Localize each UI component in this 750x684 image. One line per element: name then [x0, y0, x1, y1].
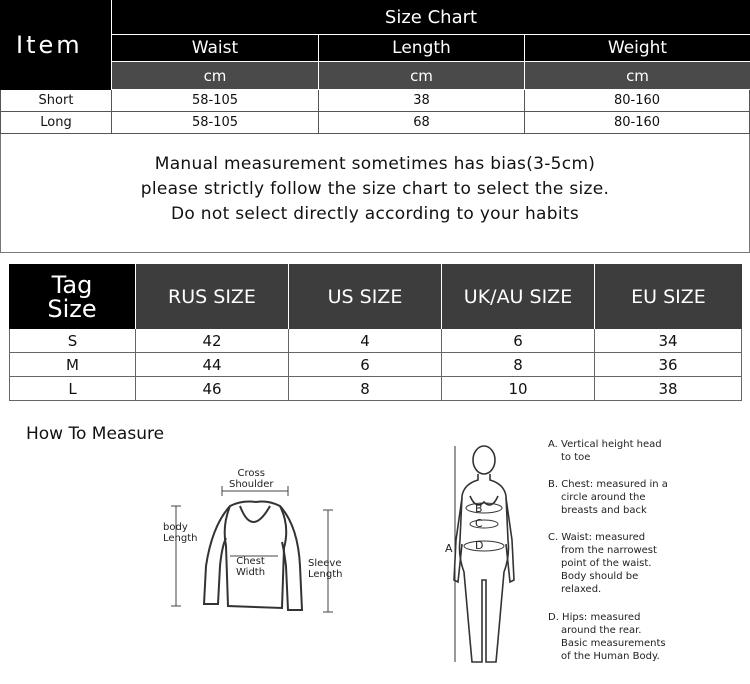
divider: [0, 252, 750, 253]
measure-legend-a: [548, 438, 662, 464]
legend-line: point of the waist.: [561, 558, 652, 569]
shirt-outline: [225, 502, 287, 609]
length-header: Length: [319, 35, 524, 61]
table-cell: 46: [136, 377, 289, 401]
table-cell: 38: [319, 90, 525, 112]
measure-legend-b: [548, 478, 668, 517]
table-cell: 80-160: [525, 112, 750, 134]
table-cell: 6: [289, 353, 442, 377]
legend-line: C. Waist: measured: [548, 532, 646, 543]
legend-line: relaxed.: [561, 584, 602, 595]
head: [473, 446, 495, 474]
notice-line: Manual measurement sometimes has bias(3-5cm): [154, 154, 596, 174]
legend-line: around the rear.: [561, 625, 642, 636]
table-cell: 34: [595, 329, 742, 353]
measure-legend-d: [548, 611, 666, 663]
row-name-long: Long: [0, 112, 112, 134]
legend-line: B. Chest: measured in a: [548, 479, 668, 490]
table-cell: 44: [136, 353, 289, 377]
waist-header: Waist: [112, 35, 318, 61]
table-cell: 38: [595, 377, 742, 401]
size-label: Size: [47, 294, 97, 323]
us-size-header: US SIZE: [289, 264, 441, 329]
measurement-notice: [0, 152, 750, 227]
letter-a: A: [445, 542, 453, 555]
shirt-measure-diagram: [160, 466, 360, 626]
label-text: Chest: [236, 556, 265, 567]
sleeve-length-label: [308, 558, 343, 580]
table-cell: 80-160: [525, 90, 750, 112]
legend-line: D. Hips: measured: [548, 612, 641, 623]
legend-line: to toe: [561, 452, 591, 463]
table-cell: 58-105: [112, 90, 319, 112]
weight-header: Weight: [525, 35, 750, 61]
size-chart-title: Size Chart: [112, 0, 750, 34]
legend-line: A. Vertical height head: [548, 439, 662, 450]
legend-line: breasts and back: [561, 505, 647, 516]
table-cell: 8: [289, 377, 442, 401]
measure-legend-c: [548, 531, 657, 596]
letter-d: D: [475, 539, 484, 552]
legend-line: of the Human Body.: [561, 651, 660, 662]
letter-b: B: [475, 502, 483, 515]
size-chart-table: [0, 0, 750, 134]
table-cell: 58-105: [112, 112, 319, 134]
size-l: L: [9, 377, 136, 401]
table-cell: 4: [289, 329, 442, 353]
notice-line: Do not select directly according to your habits: [171, 204, 579, 224]
label-text: Width: [236, 567, 266, 578]
body-length-label: [163, 522, 198, 544]
table-cell: 42: [136, 329, 289, 353]
how-to-measure-title: How To Measure: [26, 424, 165, 444]
size-m: M: [9, 353, 136, 377]
tag-size-header: [9, 264, 135, 329]
legend-line: from the narrowest: [561, 545, 657, 556]
shirt-collar: [240, 506, 270, 522]
letter-c: C: [475, 517, 483, 530]
size-s: S: [9, 329, 136, 353]
uk-au-size-header: UK/AU SIZE: [442, 264, 594, 329]
row-name-short: Short: [0, 90, 112, 112]
length-unit: cm: [319, 62, 524, 89]
cross-shoulder-label: [229, 468, 274, 490]
notice-line: please strictly follow the size chart to select the size.: [140, 179, 610, 199]
legend-line: Basic measurements: [561, 638, 666, 649]
label-text: Sleeve: [308, 558, 342, 569]
weight-unit: cm: [525, 62, 750, 89]
tag-label: Tag: [51, 270, 93, 299]
label-text: Length: [308, 569, 343, 580]
table-cell: 8: [442, 353, 595, 377]
eu-size-header: EU SIZE: [595, 264, 742, 329]
waist-unit: cm: [112, 62, 318, 89]
legend-line: Body should be: [561, 571, 639, 582]
label-text: Cross: [237, 468, 265, 479]
rus-size-header: RUS SIZE: [136, 264, 288, 329]
table-cell: 68: [319, 112, 525, 134]
chest-width-label: [236, 556, 265, 578]
body-measure-diagram: [440, 440, 530, 670]
label-text: Length: [163, 533, 198, 544]
table-cell: 6: [442, 329, 595, 353]
label-text: body: [163, 522, 188, 533]
legend-line: circle around the: [561, 492, 646, 503]
label-text: Shoulder: [229, 479, 274, 490]
item-header: Item: [0, 0, 111, 90]
table-cell: 36: [595, 353, 742, 377]
tag-size-table: [9, 264, 742, 401]
table-cell: 10: [442, 377, 595, 401]
